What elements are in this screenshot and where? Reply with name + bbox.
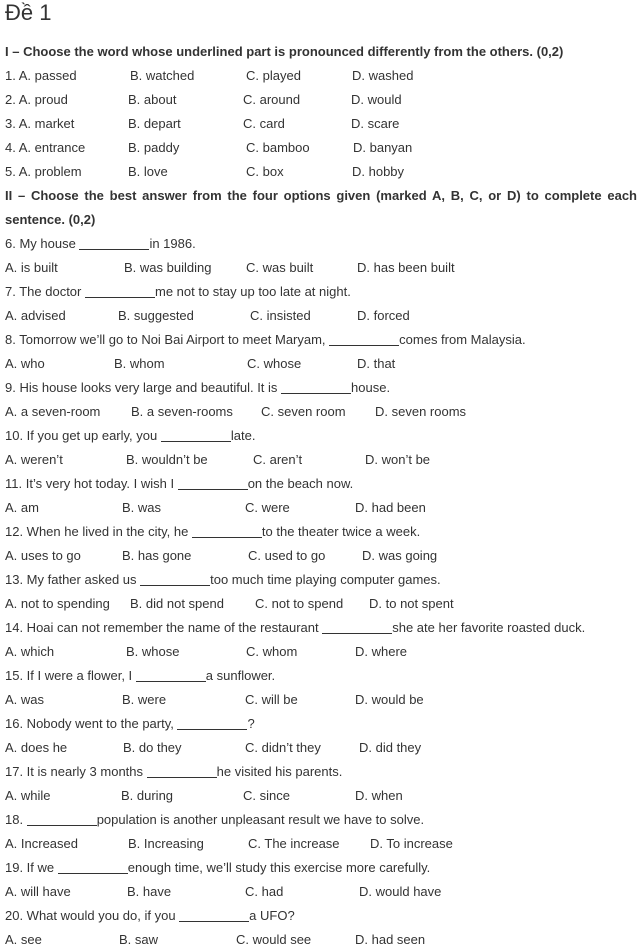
options-row [0,880,641,904]
question-text-after: ? [247,716,255,731]
answer-option: C. not to spend [255,596,344,611]
question-text-before: 11. It’s very hot today. I wish I [5,476,178,491]
answer-option: B. a seven-rooms [131,404,233,419]
options-row [0,448,641,472]
answer-blank [85,285,155,298]
options-row [0,496,641,520]
answer-option: C. insisted [250,308,311,323]
answer-option: C. whose [247,356,302,371]
answer-option: A. see [5,932,42,947]
options-row [0,688,641,712]
answer-option: B. watched [130,68,195,83]
answer-blank [140,573,210,586]
question-text-before: 17. It is nearly 3 months [5,764,147,779]
answer-option: D. when [355,788,403,803]
answer-blank [179,909,249,922]
question-text-after: late. [230,428,256,443]
question-text [5,856,430,880]
answer-option: C. bamboo [246,140,310,155]
question-text-after: a sunflower. [205,668,276,683]
answer-option: B. during [121,788,174,803]
question-row [0,160,641,184]
question-text [5,376,390,400]
answer-option: A. am [5,500,39,515]
answer-option: D. had been [355,500,426,515]
answer-option: D. would [351,92,402,107]
question-row [0,88,641,112]
question-text-before: 8. Tomorrow we’ll go to Noi Bai Airport to meet Maryam, [5,332,330,347]
answer-option: A. advised [5,308,66,323]
answer-option: D. won’t be [365,452,431,467]
answer-option: C. didn’t they [245,740,321,755]
question-text-after: he visited his parents. [216,764,343,779]
answer-option: C. around [243,92,301,107]
options-row [0,832,641,856]
question-text [5,232,196,256]
answer-option: D. seven rooms [375,404,467,419]
question-text-before: 16. Nobody went to the party, [5,716,178,731]
question-text-after: she ate her favorite roasted duck. [392,620,586,635]
answer-blank [281,381,351,394]
answer-option: B. whom [114,356,165,371]
question-row [0,112,641,136]
question-text [5,664,275,688]
answer-option: C. was built [246,260,314,275]
answer-option: 1. A. passed [5,68,77,83]
answer-option: B. wouldn’t be [126,452,208,467]
answer-option: B. paddy [128,140,180,155]
answer-option: D. did they [359,740,422,755]
answer-option: C. since [243,788,290,803]
question-text [5,328,526,352]
answer-option: A. uses to go [5,548,81,563]
question-text-before: 18. [5,812,27,827]
answer-option: D. would have [359,884,442,899]
question-text-after: too much time playing computer games. [210,572,441,587]
options-row [0,544,641,568]
answer-option: C. aren’t [253,452,303,467]
options-row [0,304,641,328]
answer-blank [178,477,248,490]
answer-option: C. used to go [248,548,326,563]
answer-blank [177,717,247,730]
answer-blank [329,333,399,346]
answer-option: B. love [128,164,168,179]
question-text [5,280,351,304]
answer-blank [161,429,231,442]
question-text-before: 13. My father asked us [5,572,141,587]
answer-option: A. was [5,692,45,707]
answer-option: D. forced [357,308,410,323]
question-text-before: 9. His house looks very large and beautiful. It is [5,380,282,395]
question-text-after: me not to stay up too late at night. [154,284,351,299]
question-text-before: 6. My house [5,236,80,251]
question-text-after: enough time, we’ll study this exercise more carefully. [127,860,431,875]
question-text-before: 7. The doctor [5,284,85,299]
page-title: Đề 1 [5,0,52,25]
answer-blank [136,669,206,682]
section-2-heading: II – Choose the best answer from the four options given (marked A, B, C, or D) to complete each sentence. (0,2) [5,188,637,227]
answer-option: B. was [122,500,162,515]
options-row [0,736,641,760]
question-text [5,760,342,784]
question-text [5,904,295,928]
answer-option: A. which [5,644,55,659]
answer-option: C. whom [246,644,298,659]
answer-option: B. have [127,884,172,899]
options-row [0,400,641,424]
options-row [0,352,641,376]
question-text [5,712,255,736]
options-row [0,256,641,280]
answer-option: C. seven room [261,404,346,419]
answer-option: A. a seven-room [5,404,101,419]
question-text-after: to the theater twice a week. [261,524,421,539]
question-text [5,568,441,592]
answer-option: 2. A. proud [5,92,68,107]
answer-option: A. will have [5,884,71,899]
answer-option: D. that [357,356,396,371]
answer-option: D. to not spent [369,596,454,611]
question-text-before: 10. If you get up early, you [5,428,161,443]
question-text [5,424,255,448]
question-text-after: in 1986. [149,236,196,251]
answer-option: B. did not spend [130,596,224,611]
answer-option: C. had [245,884,284,899]
answer-option: 3. A. market [5,116,75,131]
question-text [5,808,424,832]
answer-option: B. saw [119,932,159,947]
answer-option: B. about [128,92,177,107]
options-row [0,640,641,664]
answer-option: D. would be [355,692,424,707]
question-row [0,136,641,160]
answer-option: C. card [243,116,285,131]
answer-option: B. was building [124,260,212,275]
answer-option: D. hobby [352,164,405,179]
answer-option: A. who [5,356,45,371]
answer-blank [27,813,97,826]
options-row [0,784,641,808]
answer-option: B. whose [126,644,180,659]
answer-option: C. The increase [248,836,340,851]
question-text-after: a UFO? [249,908,295,923]
answer-option: C. would see [236,932,312,947]
answer-option: D. banyan [353,140,413,155]
answer-option: A. not to spending [5,596,110,611]
question-text-before: 20. What would you do, if you [5,908,180,923]
answer-option: B. suggested [118,308,194,323]
answer-option: A. is built [5,260,58,275]
answer-option: A. weren’t [5,452,63,467]
answer-option: B. Increasing [128,836,204,851]
options-row [0,592,641,616]
question-text [5,616,585,640]
options-row [0,928,641,952]
answer-blank [79,237,149,250]
answer-blank [147,765,217,778]
answer-option: 5. A. problem [5,164,82,179]
answer-option: B. do they [123,740,182,755]
question-text-after: population is another unpleasant result we have to solve. [96,812,425,827]
question-text-after: comes from Malaysia. [399,332,526,347]
question-text [5,520,420,544]
answer-option: D. scare [351,116,400,131]
answer-blank [322,621,392,634]
question-text-before: 14. Hoai can not remember the name of the restaurant [5,620,323,635]
answer-option: D. where [355,644,408,659]
question-text-after: house. [351,380,391,395]
answer-option: D. was going [362,548,438,563]
answer-option: D. To increase [370,836,453,851]
answer-blank [58,861,128,874]
question-row [0,64,641,88]
answer-blank [192,525,262,538]
answer-option: D. had seen [355,932,426,947]
answer-option: C. played [246,68,301,83]
question-text-after: on the beach now. [247,476,354,491]
answer-option: C. box [246,164,284,179]
answer-option: A. while [5,788,51,803]
answer-option: B. depart [128,116,181,131]
answer-option: A. Increased [5,836,78,851]
answer-option: D. washed [352,68,414,83]
answer-option: D. has been built [357,260,455,275]
question-text [5,472,353,496]
question-text-before: 12. When he lived in the city, he [5,524,192,539]
question-text-before: 19. If we [5,860,58,875]
answer-option: C. will be [245,692,298,707]
answer-option: A. does he [5,740,68,755]
answer-option: B. were [122,692,167,707]
answer-option: 4. A. entrance [5,140,86,155]
section-1-heading: I – Choose the word whose underlined part is pronounced differently from the others. (0,2) [5,44,564,59]
answer-option: C. were [245,500,290,515]
question-text-before: 15. If I were a flower, I [5,668,136,683]
answer-option: B. has gone [122,548,192,563]
